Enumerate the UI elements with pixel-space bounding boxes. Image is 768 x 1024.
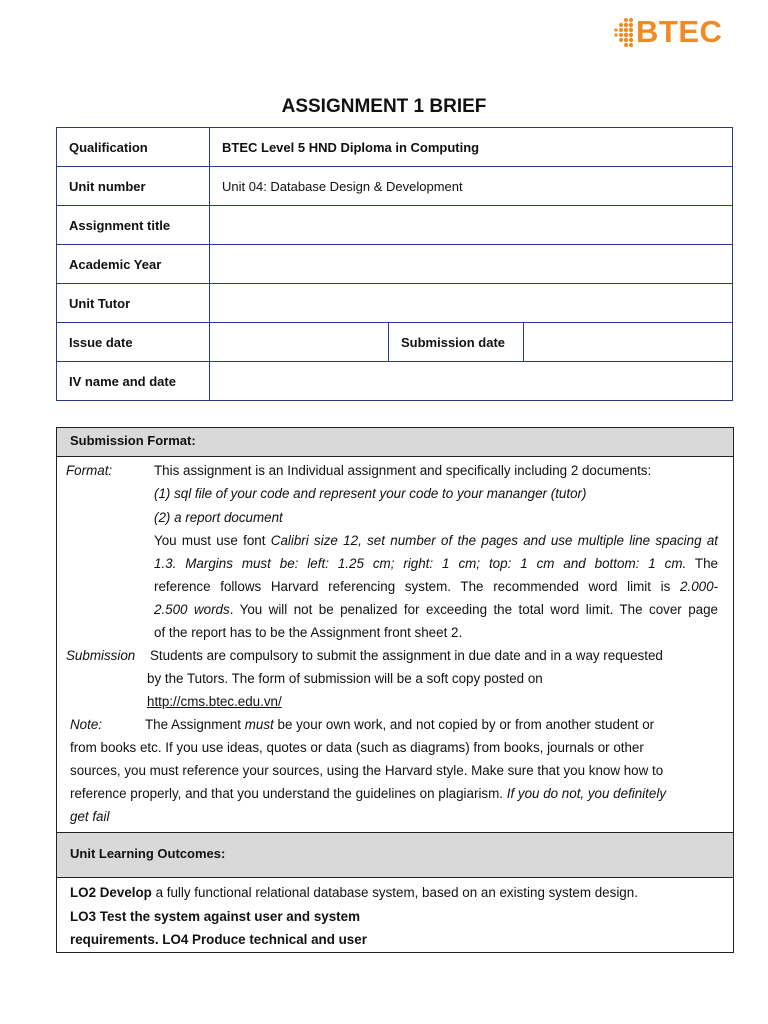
section-heading: Unit Learning Outcomes: — [70, 846, 226, 861]
submission-date-field[interactable] — [524, 323, 733, 362]
submission-date-label: Submission date — [389, 323, 524, 362]
note-text: reference properly, and that you understand the guidelines on plagiarism. If you do not, you definitely — [70, 786, 667, 801]
note-text: get fail — [70, 809, 110, 824]
font-requirements-line: reference follows Harvard referencing system. The recommended word limit is 2.000- — [154, 579, 718, 594]
unit-tutor-field[interactable] — [210, 284, 733, 323]
table-row — [57, 284, 733, 323]
issue-date-field[interactable] — [210, 323, 389, 362]
unit-number-value: Unit 04: Database Design & Development — [210, 167, 733, 206]
format-item-2: (2) a report document — [154, 510, 283, 525]
font-requirements-line: 1.3. Margins must be: left: 1.25 cm; right: 1 cm; top: 1 cm and bottom: 1 cm. The — [154, 556, 718, 571]
submission-format-section — [56, 427, 734, 953]
cms-link[interactable]: http://cms.btec.edu.vn/ — [147, 694, 282, 709]
qualification-value: BTEC Level 5 HND Diploma in Computing — [210, 128, 733, 167]
table-row — [57, 206, 733, 245]
assignment-title-field[interactable] — [210, 206, 733, 245]
note-text: sources, you must reference your sources, using the Harvard style. Make sure that you know how to — [70, 763, 664, 778]
issue-date-label: Issue date — [57, 323, 210, 362]
format-item-1: (1) sql file of your code and represent your code to your mananger (tutor) — [154, 486, 587, 501]
page-title: ASSIGNMENT 1 BRIEF — [281, 96, 487, 117]
submission-text: Students are compulsory to submit the assignment in due date and in a way requested — [150, 648, 663, 663]
note-text: from books etc. If you use ideas, quotes or data (such as diagrams) from books, journals or other — [70, 740, 644, 755]
unit-number-label: Unit number — [57, 167, 210, 206]
iv-name-label: IV name and date — [57, 362, 210, 401]
format-label: Format: — [66, 463, 113, 478]
font-requirements-line: You must use font Calibri size 12, set number of the pages and use multiple line spacing at — [154, 533, 719, 548]
font-requirements-line: of the report has to be the Assignment front sheet 2. — [154, 625, 463, 640]
assignment-title-label: Assignment title — [57, 206, 210, 245]
table-row — [57, 245, 733, 284]
submission-text: by the Tutors. The form of submission will be a soft copy posted on — [147, 671, 543, 686]
lo4-outcome: requirements. LO4 Produce technical and user — [70, 932, 367, 947]
iv-name-field[interactable] — [210, 362, 733, 401]
submission-format-header — [57, 428, 733, 456]
format-intro: This assignment is an Individual assignment and specifically including 2 documents: — [154, 463, 652, 478]
lo3-outcome: LO3 Test the system against user and system — [70, 909, 360, 924]
submission-label: Submission — [66, 648, 136, 663]
lo2-outcome: LO2 Develop a fully functional relational database system, based on an existing system design. — [70, 885, 638, 900]
note-label: Note: — [70, 717, 103, 732]
academic-year-field[interactable] — [210, 245, 733, 284]
btec-logo-text: BTEC — [636, 14, 723, 49]
qualification-label: Qualification — [57, 128, 210, 167]
font-requirements-line: 2.500 words. You will not be penalized for exceeding the total word limit. The cover page — [154, 602, 718, 617]
table-row — [57, 362, 733, 401]
assignment-info-table — [56, 127, 733, 401]
unit-tutor-label: Unit Tutor — [57, 284, 210, 323]
section-heading: Submission Format: — [70, 433, 196, 448]
table-row — [57, 323, 733, 362]
academic-year-label: Academic Year — [57, 245, 210, 284]
table-row — [57, 128, 733, 167]
learning-outcomes-header — [57, 833, 733, 877]
table-row — [57, 167, 733, 206]
note-text: The Assignment must be your own work, and not copied by or from another student or — [145, 717, 655, 732]
